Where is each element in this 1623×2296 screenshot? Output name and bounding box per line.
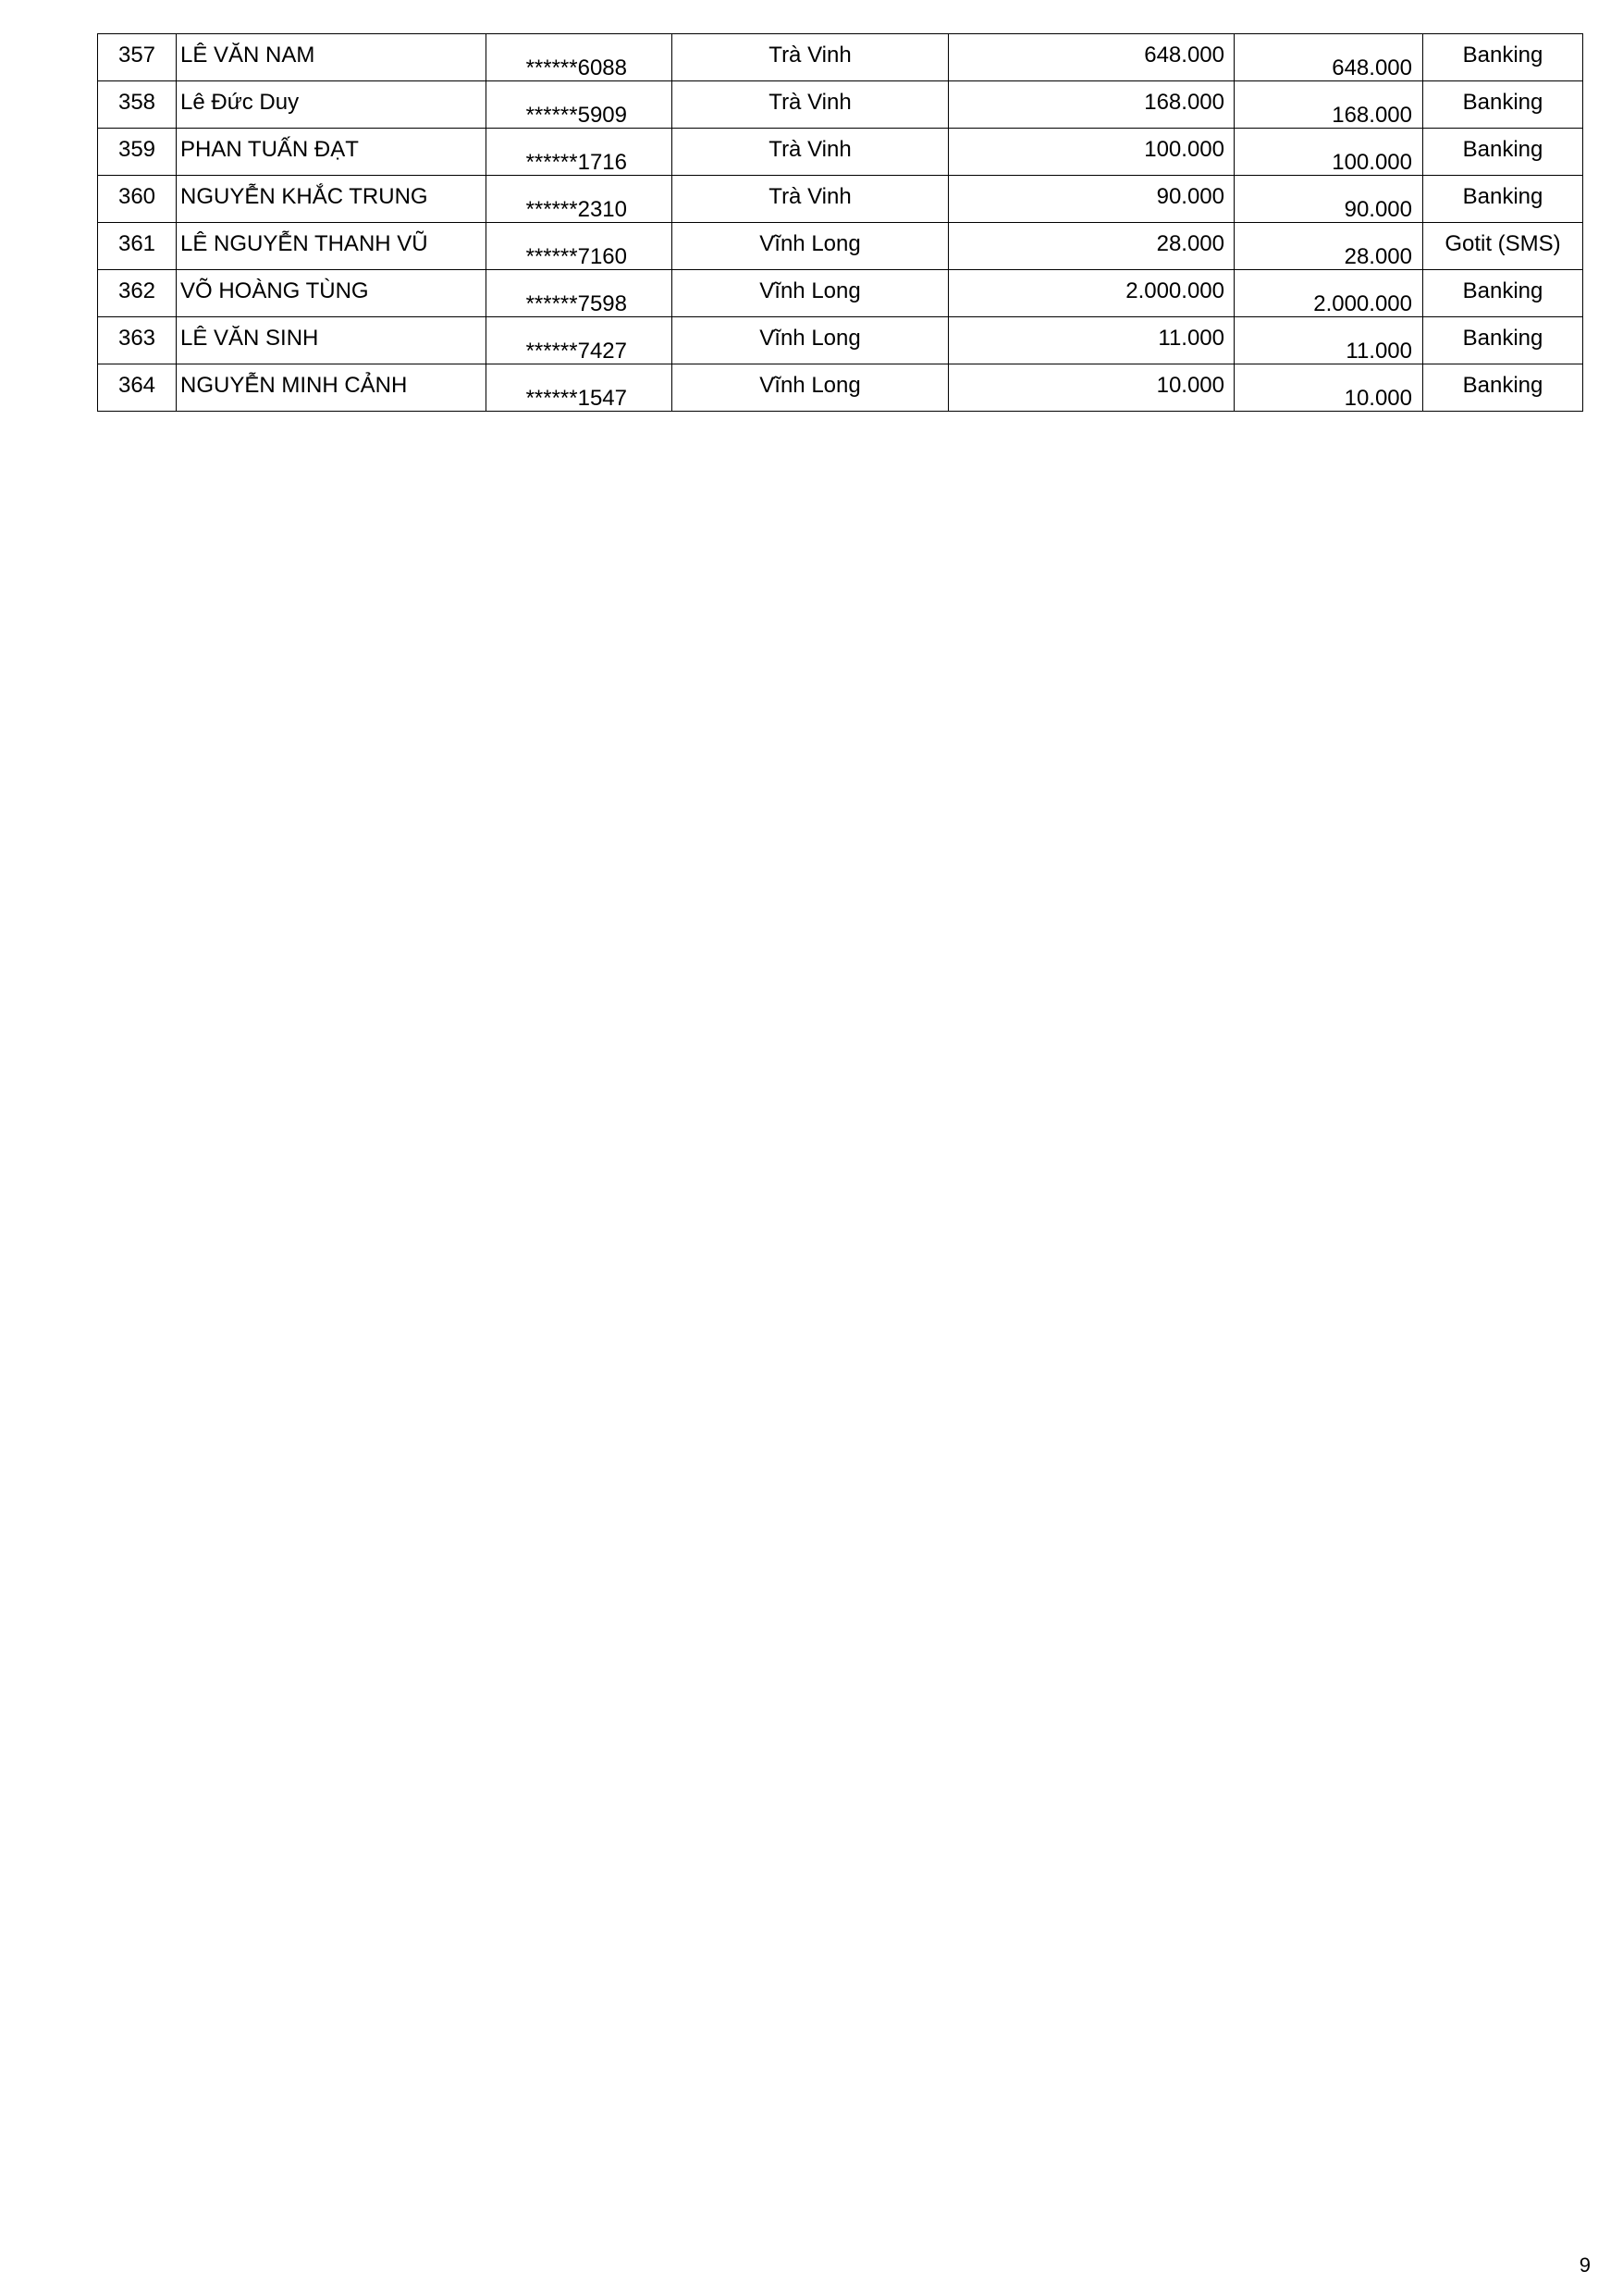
cell-amount-received [1235,223,1423,270]
account-text: ******7598 [525,291,627,316]
cell-channel [1423,176,1583,223]
name-text: PHAN TUẤN ĐẠT [180,137,359,162]
cell-account [486,317,672,364]
channel-text: Banking [1462,326,1543,351]
channel-text: Banking [1462,137,1543,162]
amount-text: 28.000 [1156,231,1224,256]
cell-stt [98,176,177,223]
amount-text: 10.000 [1156,373,1224,398]
cell-name [177,34,486,81]
account-text: ******6088 [525,56,627,80]
cell-province [672,176,949,223]
cell-amount [949,34,1235,81]
province-text: Vĩnh Long [759,326,861,351]
account-text: ******7160 [525,244,627,269]
table-row [98,129,1583,176]
stt-text: 362 [117,278,156,303]
province-text: Trà Vinh [768,137,852,162]
donation-table [97,33,1583,412]
cell-name [177,317,486,364]
channel-text: Gotit (SMS) [1445,231,1561,256]
name-text: Lê Đức Duy [180,90,300,115]
channel-text: Banking [1462,43,1543,68]
stt-text: 360 [117,184,156,209]
stt-text: 359 [117,137,156,162]
province-text: Vĩnh Long [759,373,861,398]
account-text: ******7427 [525,339,627,364]
amount-text: 90.000 [1156,184,1224,209]
cell-province [672,223,949,270]
account-text: ******5909 [525,103,627,128]
cell-province [672,270,949,317]
amount-text: 100.000 [1144,137,1224,162]
cell-channel [1423,34,1583,81]
page-number: 9 [1579,2253,1591,2277]
cell-amount-received [1235,176,1423,223]
province-text: Trà Vinh [768,184,852,209]
amount-text: 2.000.000 [1125,278,1224,303]
cell-stt [98,317,177,364]
amount-received-text: 11.000 [1346,339,1412,364]
cell-stt [98,129,177,176]
cell-name [177,364,486,412]
amount-received-text: 10.000 [1344,386,1412,411]
amount-received-text: 28.000 [1344,244,1412,269]
table-row [98,81,1583,129]
cell-name [177,223,486,270]
stt-text: 361 [117,231,156,256]
cell-account [486,223,672,270]
cell-amount [949,176,1235,223]
name-text: VÕ HOÀNG TÙNG [180,278,369,303]
channel-text: Banking [1462,373,1543,398]
cell-account [486,34,672,81]
cell-stt [98,34,177,81]
table-row [98,34,1583,81]
amount-text: 11.000 [1158,326,1224,351]
amount-text: 648.000 [1144,43,1224,68]
stt-text: 363 [117,326,156,351]
cell-name [177,81,486,129]
cell-account [486,270,672,317]
cell-account [486,81,672,129]
stt-text: 364 [117,373,156,398]
amount-received-text: 90.000 [1344,197,1412,222]
cell-name [177,129,486,176]
name-text: LÊ NGUYỄN THANH VŨ [180,231,428,256]
stt-text: 357 [117,43,156,68]
cell-stt [98,81,177,129]
cell-province [672,34,949,81]
cell-amount-received [1235,34,1423,81]
cell-amount [949,81,1235,129]
stt-text: 358 [117,90,156,115]
cell-province [672,364,949,412]
cell-amount [949,129,1235,176]
channel-text: Banking [1462,278,1543,303]
table-row [98,270,1583,317]
cell-channel [1423,364,1583,412]
cell-province [672,317,949,364]
cell-channel [1423,129,1583,176]
cell-province [672,81,949,129]
cell-channel [1423,270,1583,317]
table-row [98,364,1583,412]
cell-account [486,129,672,176]
cell-stt [98,270,177,317]
channel-text: Banking [1462,184,1543,209]
province-text: Vĩnh Long [759,231,861,256]
name-text: LÊ VĂN SINH [180,326,319,351]
cell-name [177,176,486,223]
cell-channel [1423,81,1583,129]
cell-amount-received [1235,81,1423,129]
cell-amount-received [1235,270,1423,317]
name-text: LÊ VĂN NAM [180,43,315,68]
name-text: NGUYỄN MINH CẢNH [180,373,408,398]
cell-channel [1423,223,1583,270]
cell-amount-received [1235,317,1423,364]
amount-received-text: 648.000 [1332,56,1412,80]
province-text: Vĩnh Long [759,278,861,303]
cell-province [672,129,949,176]
cell-amount [949,317,1235,364]
account-text: ******2310 [525,197,627,222]
cell-name [177,270,486,317]
province-text: Trà Vinh [768,43,852,68]
amount-received-text: 2.000.000 [1313,291,1412,316]
cell-stt [98,223,177,270]
account-text: ******1547 [525,386,627,411]
document-page [97,33,1576,412]
table-row [98,176,1583,223]
cell-amount [949,223,1235,270]
cell-amount [949,364,1235,412]
amount-received-text: 168.000 [1332,103,1412,128]
amount-received-text: 100.000 [1332,150,1412,175]
channel-text: Banking [1462,90,1543,115]
name-text: NGUYỄN KHẮC TRUNG [180,184,428,209]
cell-amount [949,270,1235,317]
cell-account [486,364,672,412]
table-row [98,317,1583,364]
cell-amount-received [1235,129,1423,176]
account-text: ******1716 [525,150,627,175]
cell-amount-received [1235,364,1423,412]
cell-channel [1423,317,1583,364]
amount-text: 168.000 [1144,90,1224,115]
province-text: Trà Vinh [768,90,852,115]
cell-stt [98,364,177,412]
cell-account [486,176,672,223]
table-row [98,223,1583,270]
